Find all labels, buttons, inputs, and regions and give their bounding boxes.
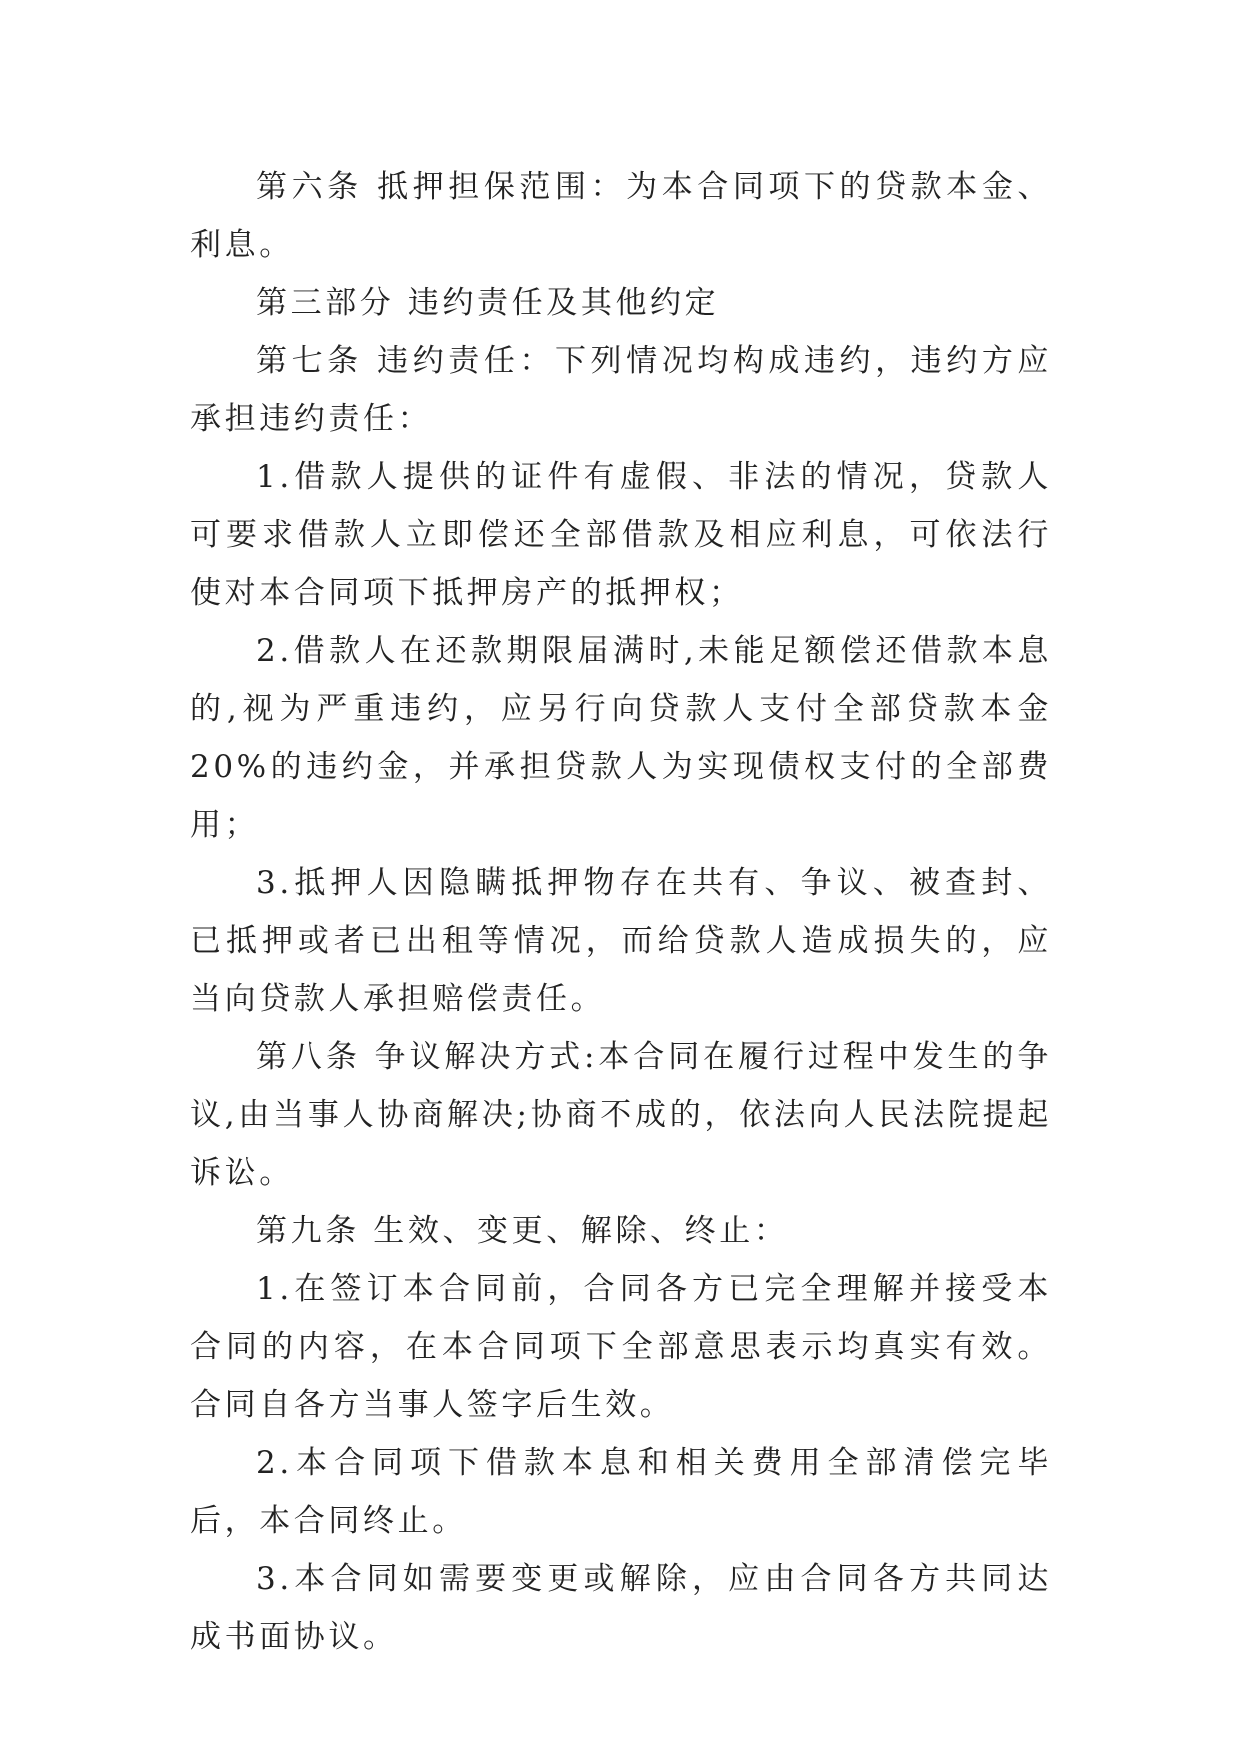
- clause-7-item-2: 2.借款人在还款期限届满时,未能足额偿还借款本息的,视为严重违约，应另行向贷款人支付全部贷款本金 20%的违约金，并承担贷款人为实现债权支付的全部费用；: [190, 633, 1052, 843]
- part-3-heading: 第三部分 违约责任及其他约定: [256, 285, 720, 321]
- contract-body: [190, 158, 1052, 1666]
- clause-6-mortgage-scope: 第六条 抵押担保范围：为本合同项下的贷款本金、利息。: [190, 169, 1052, 263]
- clause-7-item-3: 3.抵押人因隐瞒抵押物存在共有、争议、被查封、已抵押或者已出租等情况，而给贷款人造成损失的，应当向贷款人承担赔偿责任。: [190, 865, 1052, 1017]
- clause-9-item-2: 2.本合同项下借款本息和相关费用全部清偿完毕后，本合同终止。: [190, 1445, 1052, 1539]
- clause-9-item-1: 1.在签订本合同前，合同各方已完全理解并接受本合同的内容，在本合同项下全部意思表示均真实有效。合同自各方当事人签字后生效。: [190, 1271, 1052, 1423]
- clause-9-heading: 第九条 生效、变更、解除、终止：: [256, 1213, 789, 1249]
- clause-8-dispute-resolution: 第八条 争议解决方式:本合同在履行过程中发生的争议,由当事人协商解决;协商不成的，依法向人民法院提起诉讼。: [190, 1039, 1052, 1191]
- clause-9-item-3: 3.本合同如需要变更或解除，应由合同各方共同达成书面协议。: [190, 1561, 1052, 1655]
- clause-7-item-1: 1.借款人提供的证件有虚假、非法的情况，贷款人可要求借款人立即偿还全部借款及相应利息，可依法行使对本合同项下抵押房产的抵押权；: [190, 459, 1052, 611]
- clause-7-breach-liability: 第七条 违约责任：下列情况均构成违约，违约方应承担违约责任：: [190, 343, 1052, 437]
